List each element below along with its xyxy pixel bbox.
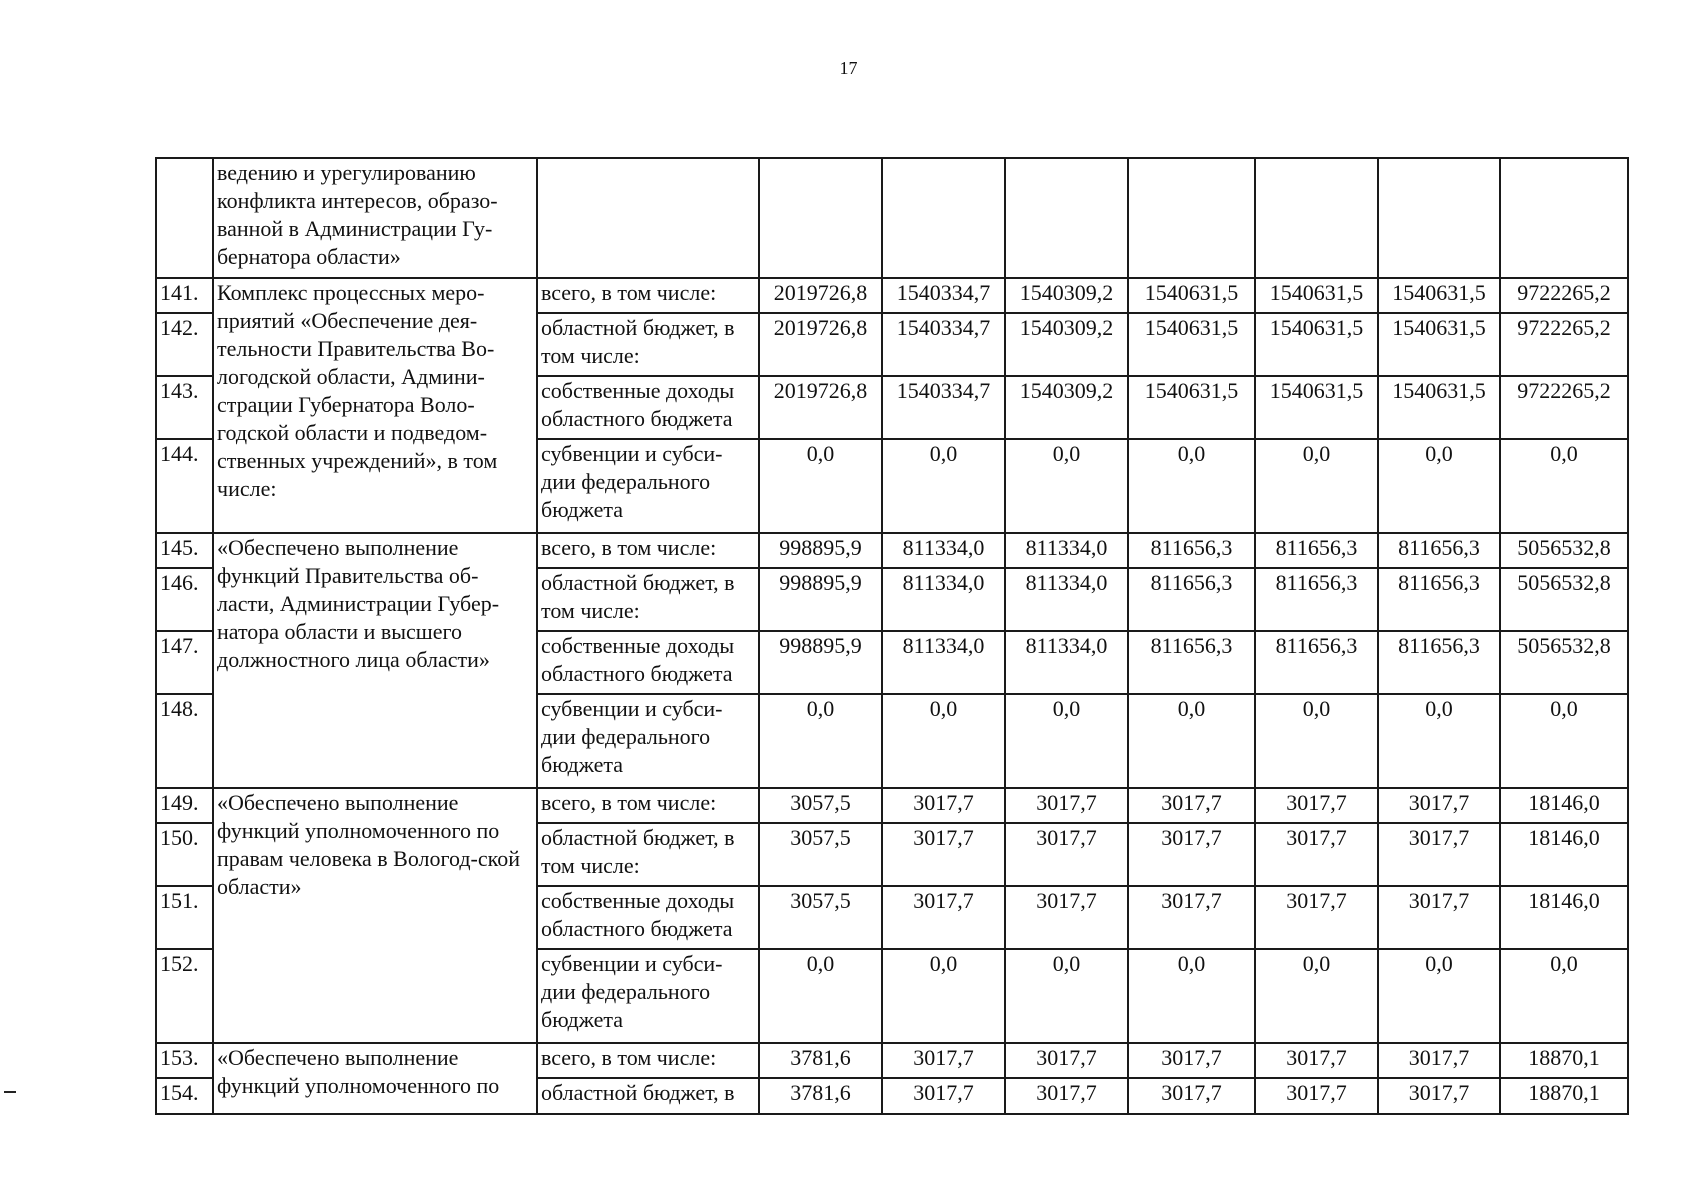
- funding-source: собственные доходы областного бюджета: [537, 631, 759, 694]
- amount-cell: 3017,7: [882, 823, 1005, 886]
- amount-cell: 5056532,8: [1500, 568, 1628, 631]
- amount-cell: 1540631,5: [1255, 278, 1378, 313]
- funding-source: областной бюджет, в том числе:: [537, 823, 759, 886]
- amount-cell: 1540631,5: [1378, 376, 1500, 439]
- amount-cell: 18146,0: [1500, 823, 1628, 886]
- margin-mark: [4, 1091, 16, 1093]
- amount-cell: 1540334,7: [882, 278, 1005, 313]
- row-number: 142.: [156, 313, 213, 376]
- amount-cell: 811334,0: [882, 533, 1005, 568]
- amount-cell: 3017,7: [1378, 788, 1500, 823]
- amount-cell: 3057,5: [759, 788, 882, 823]
- amount-cell: 0,0: [1500, 694, 1628, 788]
- amount-cell: 1540334,7: [882, 376, 1005, 439]
- amount-cell: 0,0: [1128, 694, 1255, 788]
- amount-cell: 811656,3: [1255, 568, 1378, 631]
- row-number-cell: [156, 158, 213, 278]
- budget-table: [155, 157, 1629, 1115]
- group-description: «Обеспечено выполнение функций уполномоченного по правам человека в Вологод-ской области»: [213, 788, 537, 1043]
- source-cell: [537, 158, 759, 278]
- amount-cell: 3017,7: [1005, 1043, 1128, 1078]
- amount-cell: 3017,7: [1378, 1043, 1500, 1078]
- row-number: 150.: [156, 823, 213, 886]
- amount-cell: 3017,7: [1378, 823, 1500, 886]
- amount-cell: 998895,9: [759, 533, 882, 568]
- amount-cell: 3017,7: [1378, 886, 1500, 949]
- amount-cell: 3017,7: [1255, 788, 1378, 823]
- amount-cell: 1540334,7: [882, 313, 1005, 376]
- funding-source: субвенции и субси-дии федерального бюджета: [537, 949, 759, 1043]
- amount-cell: 18870,1: [1500, 1078, 1628, 1114]
- funding-source: собственные доходы областного бюджета: [537, 376, 759, 439]
- table-row: [156, 788, 1628, 823]
- amount-cell: 811656,3: [1378, 533, 1500, 568]
- amount-cell: 3017,7: [1128, 788, 1255, 823]
- amount-cell: 1540631,5: [1255, 313, 1378, 376]
- row-number: 149.: [156, 788, 213, 823]
- amount-cell: 18870,1: [1500, 1043, 1628, 1078]
- amount-cell: 9722265,2: [1500, 376, 1628, 439]
- amount-cell: 3017,7: [882, 1078, 1005, 1114]
- amount-cell: 0,0: [882, 439, 1005, 533]
- amount-cell: 811656,3: [1255, 631, 1378, 694]
- row-number: 143.: [156, 376, 213, 439]
- value-cell: [1500, 158, 1628, 278]
- amount-cell: 0,0: [1255, 439, 1378, 533]
- amount-cell: 3017,7: [1378, 1078, 1500, 1114]
- amount-cell: 3017,7: [1255, 1078, 1378, 1114]
- amount-cell: 2019726,8: [759, 313, 882, 376]
- amount-cell: 0,0: [1255, 949, 1378, 1043]
- amount-cell: 0,0: [1500, 949, 1628, 1043]
- amount-cell: 3781,6: [759, 1078, 882, 1114]
- amount-cell: 3017,7: [1128, 1078, 1255, 1114]
- amount-cell: 18146,0: [1500, 788, 1628, 823]
- amount-cell: 0,0: [882, 949, 1005, 1043]
- amount-cell: 0,0: [759, 439, 882, 533]
- row-number: 147.: [156, 631, 213, 694]
- value-cell: [1255, 158, 1378, 278]
- amount-cell: 1540631,5: [1255, 376, 1378, 439]
- amount-cell: 3017,7: [1255, 823, 1378, 886]
- group-description: Комплекс процессных меро-приятий «Обеспечение дея-тельности Правительства Во-логодской области, Админи-страции Губернатора Воло-годской области и подведом-ственных учреждений», в том числе:: [213, 278, 537, 533]
- amount-cell: 0,0: [1378, 439, 1500, 533]
- table-row: [156, 278, 1628, 313]
- amount-cell: 998895,9: [759, 631, 882, 694]
- amount-cell: 811656,3: [1378, 568, 1500, 631]
- group-description: «Обеспечено выполнение функций Правительства об-ласти, Администрации Губер-натора области и высшего должностного лица области»: [213, 533, 537, 788]
- value-cell: [1005, 158, 1128, 278]
- amount-cell: 811656,3: [1128, 533, 1255, 568]
- funding-source: собственные доходы областного бюджета: [537, 886, 759, 949]
- amount-cell: 3017,7: [1128, 886, 1255, 949]
- amount-cell: 0,0: [1500, 439, 1628, 533]
- row-number: 146.: [156, 568, 213, 631]
- amount-cell: 811334,0: [1005, 568, 1128, 631]
- amount-cell: 3057,5: [759, 823, 882, 886]
- amount-cell: 811656,3: [1255, 533, 1378, 568]
- amount-cell: 3017,7: [1128, 823, 1255, 886]
- amount-cell: 0,0: [759, 694, 882, 788]
- amount-cell: 811656,3: [1378, 631, 1500, 694]
- amount-cell: 0,0: [1378, 694, 1500, 788]
- amount-cell: 3017,7: [1005, 823, 1128, 886]
- amount-cell: 3017,7: [1005, 1078, 1128, 1114]
- row-number: 153.: [156, 1043, 213, 1078]
- amount-cell: 3017,7: [882, 788, 1005, 823]
- row-number: 148.: [156, 694, 213, 788]
- value-cell: [759, 158, 882, 278]
- amount-cell: 811334,0: [1005, 533, 1128, 568]
- amount-cell: 9722265,2: [1500, 313, 1628, 376]
- row-number: 151.: [156, 886, 213, 949]
- amount-cell: 1540631,5: [1128, 376, 1255, 439]
- row-number: 144.: [156, 439, 213, 533]
- amount-cell: 3017,7: [882, 886, 1005, 949]
- funding-source: всего, в том числе:: [537, 788, 759, 823]
- amount-cell: 2019726,8: [759, 376, 882, 439]
- funding-source: всего, в том числе:: [537, 1043, 759, 1078]
- amount-cell: 0,0: [759, 949, 882, 1043]
- amount-cell: 18146,0: [1500, 886, 1628, 949]
- amount-cell: 1540631,5: [1128, 313, 1255, 376]
- continued-description: ведению и урегулированию конфликта интересов, образо-ванной в Администрации Гу-бернатора области»: [213, 158, 537, 278]
- amount-cell: 0,0: [1005, 694, 1128, 788]
- amount-cell: 1540631,5: [1128, 278, 1255, 313]
- amount-cell: 3017,7: [1005, 788, 1128, 823]
- amount-cell: 1540309,2: [1005, 313, 1128, 376]
- amount-cell: 3017,7: [1128, 1043, 1255, 1078]
- amount-cell: 811656,3: [1128, 568, 1255, 631]
- amount-cell: 0,0: [1005, 949, 1128, 1043]
- funding-source: субвенции и субси-дии федерального бюджета: [537, 439, 759, 533]
- table-row: [156, 533, 1628, 568]
- row-number: 141.: [156, 278, 213, 313]
- funding-source: областной бюджет, в том числе:: [537, 568, 759, 631]
- amount-cell: 5056532,8: [1500, 631, 1628, 694]
- amount-cell: 0,0: [1128, 439, 1255, 533]
- group-description: «Обеспечено выполнение функций уполномоченного по: [213, 1043, 537, 1114]
- amount-cell: 0,0: [1378, 949, 1500, 1043]
- amount-cell: 0,0: [882, 694, 1005, 788]
- amount-cell: 3057,5: [759, 886, 882, 949]
- amount-cell: 0,0: [1128, 949, 1255, 1043]
- funding-source: субвенции и субси-дии федерального бюджета: [537, 694, 759, 788]
- amount-cell: 9722265,2: [1500, 278, 1628, 313]
- row-number: 152.: [156, 949, 213, 1043]
- amount-cell: 3017,7: [1255, 1043, 1378, 1078]
- value-cell: [1128, 158, 1255, 278]
- table-row: [156, 1043, 1628, 1078]
- amount-cell: 811334,0: [882, 631, 1005, 694]
- funding-source: областной бюджет, в: [537, 1078, 759, 1114]
- amount-cell: 3781,6: [759, 1043, 882, 1078]
- continuation-row: [156, 158, 1628, 278]
- funding-source: всего, в том числе:: [537, 533, 759, 568]
- amount-cell: 998895,9: [759, 568, 882, 631]
- value-cell: [882, 158, 1005, 278]
- amount-cell: 1540309,2: [1005, 278, 1128, 313]
- amount-cell: 1540309,2: [1005, 376, 1128, 439]
- amount-cell: 1540631,5: [1378, 313, 1500, 376]
- amount-cell: 0,0: [1255, 694, 1378, 788]
- amount-cell: 811334,0: [1005, 631, 1128, 694]
- amount-cell: 3017,7: [1005, 886, 1128, 949]
- row-number: 154.: [156, 1078, 213, 1114]
- amount-cell: 811656,3: [1128, 631, 1255, 694]
- amount-cell: 0,0: [1005, 439, 1128, 533]
- page-number: 17: [839, 58, 858, 78]
- amount-cell: 1540631,5: [1378, 278, 1500, 313]
- row-number: 145.: [156, 533, 213, 568]
- amount-cell: 3017,7: [1255, 886, 1378, 949]
- amount-cell: 2019726,8: [759, 278, 882, 313]
- funding-source: всего, в том числе:: [537, 278, 759, 313]
- amount-cell: 811334,0: [882, 568, 1005, 631]
- value-cell: [1378, 158, 1500, 278]
- amount-cell: 5056532,8: [1500, 533, 1628, 568]
- amount-cell: 3017,7: [882, 1043, 1005, 1078]
- funding-source: областной бюджет, в том числе:: [537, 313, 759, 376]
